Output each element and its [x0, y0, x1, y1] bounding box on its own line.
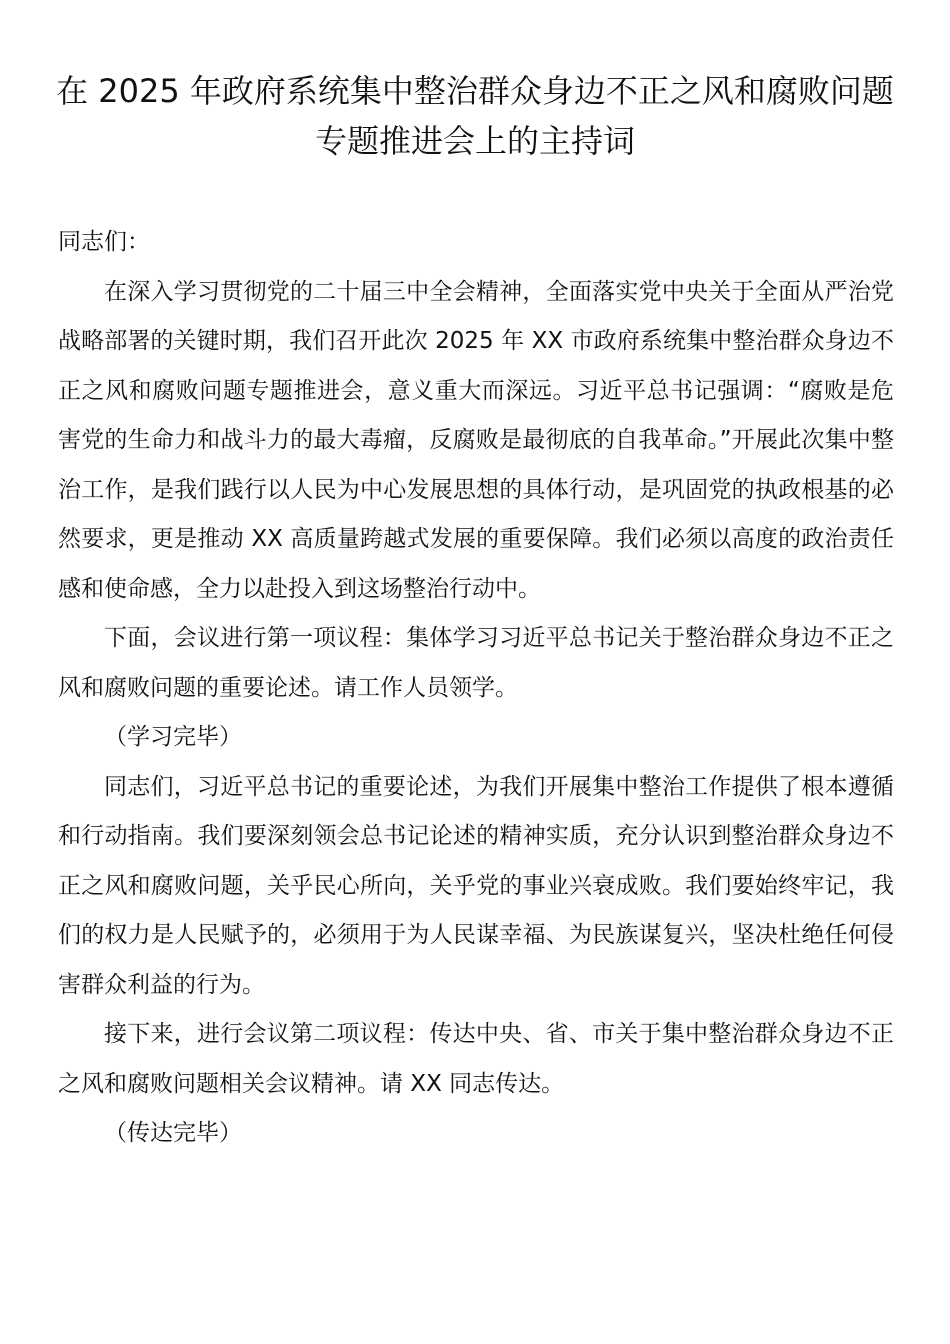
document-body — [58, 218, 894, 1159]
paragraph-study-summary: 同志们，习近平总书记的重要论述，为我们开展集中整治工作提供了根本遵循和行动指南。我们要深刻领会总书记论述的精神实质，充分认识到整治群众身边不正之风和腐败问题，关乎民心所向，关乎党的事业兴衰成败。我们要始终牢记，我们的权力是人民赋予的，必须用于为人民谋幸福、为民族谋复兴，坚决杜绝任何侵害群众利益的行为。 — [58, 773, 894, 998]
stage-note-relay-complete: （传达完毕） — [104, 1120, 242, 1146]
paragraph-agenda-two: 接下来，进行会议第二项议程：传达中央、省、市关于集中整治群众身边不正之风和腐败问题相关会议精神。请 XX 同志传达。 — [58, 1021, 894, 1097]
salutation: 同志们： — [58, 229, 150, 255]
paragraph-opening: 在深入学习贯彻党的二十届三中全会精神，全面落实党中央关于全面从严治党战略部署的关键时期，我们召开此次 2025 年 XX 市政府系统集中整治群众身边不正之风和腐败问题专题推进会，意义重大而深远。习近平总书记强调：“腐败是危害党的生命力和战斗力的最大毒瘤，反腐败是最彻底的自我革命。”开展此次集中整治工作，是我们践行以人民为中心发展思想的具体行动，是巩固党的执政根基的必然要求，更是推动 XX 高质量跨越式发展的重要保障。我们必须以高度的政治责任感和使命感，全力以赴投入到这场整治行动中。 — [58, 278, 894, 602]
stage-note-study-complete: （学习完毕） — [104, 724, 242, 750]
paragraph-agenda-one: 下面，会议进行第一项议程：集体学习习近平总书记关于整治群众身边不正之风和腐败问题的重要论述。请工作人员领学。 — [58, 625, 894, 701]
document-title: 在 2025 年政府系统集中整治群众身边不正之风和腐败问题专题推进会上的主持词 — [56, 72, 894, 160]
